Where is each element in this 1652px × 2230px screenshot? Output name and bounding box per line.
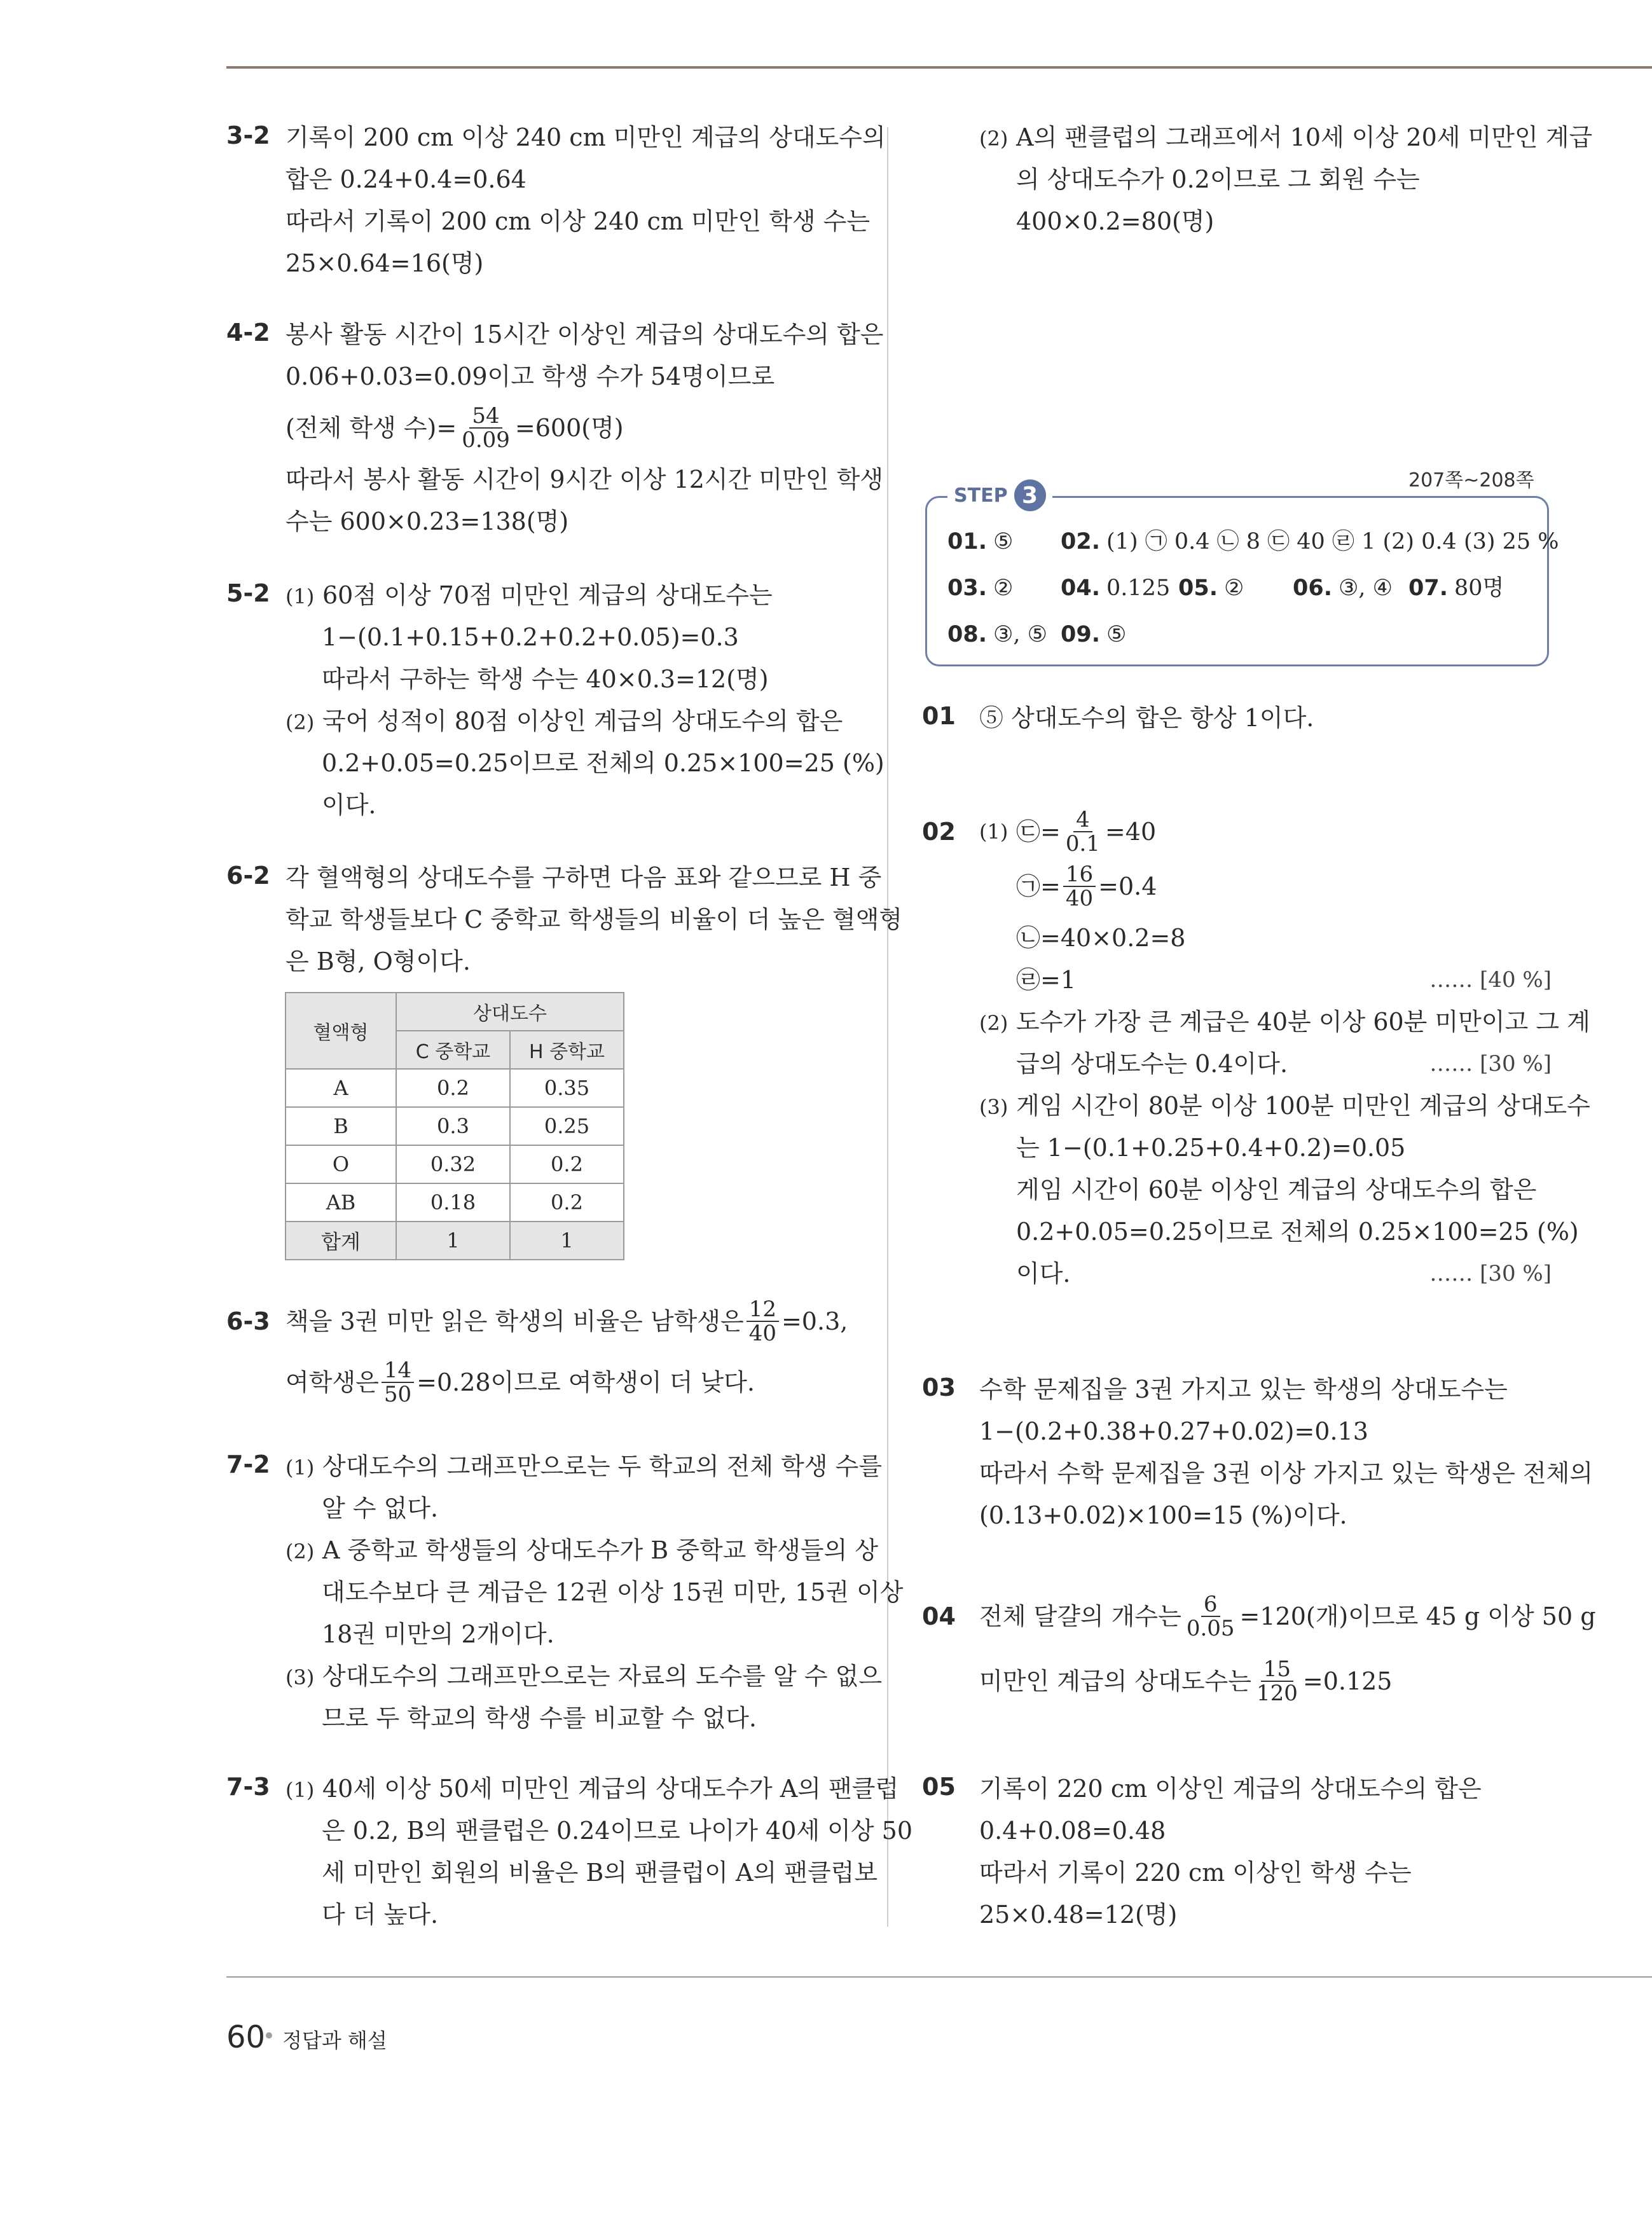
text-line	[922, 1085, 1590, 1127]
text-line: 수학 문제집을 3권 가지고 있는 학생의 상대도수는	[979, 1375, 1508, 1403]
fraction-line	[922, 1651, 1552, 1712]
text-line: 따라서 봉사 활동 시간이 9시간 이상 12시간 미만인 학생	[286, 465, 884, 493]
solution-6-3	[226, 1291, 862, 1413]
denominator: 50	[383, 1382, 412, 1407]
text-line: 대도수보다 큰 계급은 12권 이상 15권 미만, 15권 이상	[322, 1578, 904, 1606]
text-line	[226, 1768, 899, 1810]
score-tag: …… [40 %]	[1429, 967, 1552, 993]
text-line: 은 0.2, B의 팬클럽은 0.24이므로 나이가 40세 이상 50	[322, 1817, 913, 1845]
text-line: 0.2+0.05=0.25이므로 전체의 0.25×100=25 (%)	[322, 749, 885, 777]
text: ㉠=	[1016, 872, 1061, 900]
numerator: 16	[1063, 863, 1096, 887]
answer-value: 0.125	[1106, 575, 1171, 601]
answer-number: 01.	[947, 529, 988, 554]
header-relative-frequency: 상대도수	[396, 993, 624, 1031]
header-h-school: H 중학교	[510, 1031, 624, 1069]
denominator: 0.05	[1186, 1616, 1235, 1641]
question-number: 7-3	[226, 1773, 270, 1801]
text-line: ⑤ 상대도수의 합은 항상 1이다.	[979, 704, 1314, 732]
text-line	[922, 1253, 1552, 1295]
text: 60점 이상 70점 미만인 계급의 상대도수는	[322, 581, 773, 609]
solution-3-2	[226, 116, 886, 284]
text-line: 따라서 기록이 220 cm 이상인 학생 수는	[979, 1859, 1412, 1887]
text: =40	[1105, 818, 1157, 846]
score-tag: …… [30 %]	[1429, 1051, 1552, 1077]
cell-c: 0.18	[396, 1183, 510, 1222]
text: =0.3,	[781, 1307, 848, 1335]
answer-07	[1408, 569, 1504, 607]
answer-value: ③, ④	[1339, 575, 1393, 601]
sub-label: (2)	[286, 710, 315, 734]
answer-value: ③, ⑤	[993, 622, 1048, 647]
top-rule	[226, 66, 1652, 69]
answer-05	[1178, 569, 1244, 607]
text-line	[922, 1001, 1590, 1043]
text: 국어 성적이 80점 이상인 계급의 상대도수의 합은	[322, 707, 843, 735]
fraction-line	[226, 1291, 862, 1352]
question-number: 7-2	[226, 1450, 270, 1478]
text: 상대도수의 그래프만으로는 두 학교의 전체 학생 수를	[322, 1452, 883, 1480]
denominator: 40	[748, 1321, 776, 1346]
fraction-line	[922, 856, 1552, 917]
answer-08	[947, 616, 1047, 654]
table-row	[286, 1183, 624, 1222]
text: A 중학교 학생들의 상대도수가 B 중학교 학생들의 상	[322, 1536, 879, 1564]
answer-value: ⑤	[993, 529, 1014, 554]
text-line: ㉡=40×0.2=8	[1016, 924, 1186, 952]
text: 전체 달걀의 개수는	[979, 1602, 1181, 1630]
cell-type: AB	[286, 1183, 396, 1222]
solution-01	[922, 697, 1552, 739]
cell-c: 0.3	[396, 1107, 510, 1145]
solution-02	[922, 801, 1590, 1295]
table-row	[286, 1069, 624, 1107]
fraction	[1184, 1593, 1237, 1640]
solution-04	[922, 1586, 1596, 1712]
numerator: 15	[1261, 1658, 1293, 1682]
text-line: 다 더 높다.	[322, 1901, 439, 1929]
text-line: 1−(0.2+0.38+0.27+0.02)=0.13	[979, 1417, 1368, 1445]
text-line: 0.06+0.03=0.09이고 학생 수가 54명이므로	[286, 362, 775, 390]
answer-04	[1061, 569, 1170, 607]
question-number: 6-2	[226, 862, 270, 890]
text-line: 따라서 수학 문제집을 3권 이상 가지고 있는 학생은 전체의	[979, 1459, 1593, 1487]
sub-label: (3)	[979, 1095, 1008, 1119]
answer-number: 03.	[947, 575, 988, 601]
text-line	[226, 1445, 883, 1487]
question-number: 05	[922, 1773, 956, 1801]
answer-06	[1293, 569, 1393, 607]
page-range: 207쪽~208쪽	[1408, 469, 1534, 492]
text: =600(명)	[514, 414, 624, 442]
sub-label: (1)	[286, 584, 315, 609]
bullet-dot	[266, 2032, 272, 2039]
sub-label: (1)	[979, 820, 1008, 844]
text: ㉣=1	[1016, 966, 1077, 994]
score-tag: …… [30 %]	[1429, 1261, 1552, 1286]
answer-row-3	[0, 616, 1652, 654]
text-line: 학교 학생들보다 C 중학교 학생들의 비율이 더 높은 혈액형	[286, 905, 902, 933]
cell-h: 0.35	[510, 1069, 624, 1107]
text: 책을 3권 미만 읽은 학생의 비율은 남학생은	[286, 1307, 744, 1335]
blood-type-table	[285, 992, 624, 1260]
step-label	[947, 479, 1052, 511]
answer-value: ②	[1224, 575, 1244, 601]
text-line: 수는 600×0.23=138(명)	[286, 507, 569, 535]
step-text: STEP	[954, 484, 1008, 507]
text-line: 알 수 없다.	[322, 1494, 439, 1522]
text-line: (0.13+0.02)×100=15 (%)이다.	[979, 1501, 1347, 1529]
numerator: 4	[1073, 808, 1092, 832]
cell-h: 1	[510, 1222, 624, 1260]
denominator: 0.09	[462, 427, 510, 453]
sub-label: (2)	[286, 1539, 315, 1564]
answer-03	[947, 569, 1013, 607]
text-line: 게임 시간이 60분 이상인 계급의 상대도수의 합은	[1016, 1176, 1537, 1204]
solution-03	[922, 1368, 1593, 1536]
text-line: 0.4+0.08=0.48	[979, 1817, 1166, 1845]
cell-h: 0.2	[510, 1183, 624, 1222]
header-blood-type: 혈액형	[286, 993, 396, 1069]
text-line: 은 B형, O형이다.	[286, 947, 471, 975]
fraction	[1063, 808, 1103, 855]
text-line: 합은 0.24+0.4=0.64	[286, 165, 527, 193]
sub-label: (2)	[979, 127, 1008, 151]
text: 상대도수의 그래프만으로는 자료의 도수를 알 수 없으	[322, 1662, 883, 1690]
column-divider	[887, 127, 888, 1927]
text-line: 25×0.48=12(명)	[979, 1901, 1178, 1929]
numerator: 12	[747, 1298, 779, 1322]
step-number-badge: 3	[1014, 479, 1046, 511]
text-line	[922, 1043, 1552, 1085]
text-line	[922, 959, 1552, 1001]
denominator: 40	[1065, 886, 1094, 911]
sub-label: (3)	[286, 1665, 315, 1690]
answer-01	[947, 523, 1013, 561]
fraction-line	[922, 1586, 1596, 1647]
fraction	[1254, 1658, 1300, 1705]
denominator: 0.1	[1065, 831, 1100, 857]
text-line: 기록이 220 cm 이상인 계급의 상대도수의 합은	[979, 1775, 1482, 1803]
answer-02	[1061, 523, 1559, 561]
cell-h: 0.2	[510, 1145, 624, 1183]
denominator: 120	[1256, 1681, 1298, 1706]
table-row	[286, 1145, 624, 1183]
solution-5-2	[226, 574, 885, 826]
text-line: 400×0.2=80(명)	[1016, 207, 1215, 235]
cell-c: 0.32	[396, 1145, 510, 1183]
answer-number: 06.	[1293, 575, 1333, 601]
answer-number: 09.	[1061, 622, 1101, 647]
fraction	[459, 404, 513, 451]
numerator: 54	[469, 404, 502, 429]
text: 도수가 가장 큰 계급은 40분 이상 60분 미만이고 그 계	[1016, 1008, 1590, 1036]
text-line	[922, 116, 1593, 158]
text-line: 세 미만인 회원의 비율은 B의 팬클럽이 A의 팬클럽보	[322, 1859, 878, 1887]
question-number: 5-2	[226, 579, 270, 607]
text: =0.125	[1302, 1667, 1393, 1695]
text-line: 1−(0.1+0.15+0.2+0.2+0.05)=0.3	[322, 623, 739, 651]
answer-row-1	[0, 523, 1652, 561]
text-line: 이다.	[322, 791, 376, 819]
sub-label: (1)	[286, 1456, 315, 1480]
cell-total-label: 합계	[286, 1222, 396, 1260]
fraction	[382, 1359, 414, 1406]
answer-number: 05.	[1178, 575, 1218, 601]
text-line: 므로 두 학교의 학생 수를 비교할 수 없다.	[322, 1704, 757, 1732]
cell-type: A	[286, 1069, 396, 1107]
text-line: 따라서 기록이 200 cm 이상 240 cm 미만인 학생 수는	[286, 207, 871, 235]
solution-7-3-part2	[922, 116, 1593, 242]
solution-05	[922, 1768, 1552, 1936]
fraction-line	[226, 397, 862, 458]
cell-c: 0.2	[396, 1069, 510, 1107]
table-total-row	[286, 1222, 624, 1260]
text-line: 봉사 활동 시간이 15시간 이상인 계급의 상대도수의 합은	[286, 320, 884, 348]
fraction	[1063, 863, 1096, 910]
cell-h: 0.25	[510, 1107, 624, 1145]
text: 여학생은	[286, 1368, 379, 1396]
answer-09	[1061, 616, 1126, 654]
text: ㉢=	[1016, 818, 1061, 846]
answer-value: ⑤	[1106, 622, 1127, 647]
text: 미만인 계급의 상대도수는	[979, 1667, 1251, 1695]
text-line: 25×0.64=16(명)	[286, 249, 484, 277]
text: 이다.	[1016, 1260, 1071, 1288]
text: (전체 학생 수)=	[286, 414, 457, 442]
sub-label: (1)	[286, 1778, 315, 1802]
fraction	[747, 1298, 779, 1345]
answer-number: 07.	[1408, 575, 1449, 601]
text-line: 의 상대도수가 0.2이므로 그 회원 수는	[1016, 165, 1420, 193]
answer-row-2	[0, 569, 1652, 607]
text-line	[226, 1655, 883, 1697]
footer-title: 정답과 해설	[282, 2028, 387, 2053]
numerator: 6	[1201, 1593, 1220, 1617]
text-line: 18권 미만의 2개이다.	[322, 1620, 554, 1648]
solution-4-2	[226, 313, 884, 542]
text-line: 0.2+0.05=0.25이므로 전체의 0.25×100=25 (%)	[1016, 1218, 1579, 1246]
cell-type: O	[286, 1145, 396, 1183]
text: =120(개)이므로 45 g 이상 50 g	[1239, 1602, 1596, 1630]
fraction-line	[922, 801, 1552, 862]
answer-value: (1) ㉠ 0.4 ㉡ 8 ㉢ 40 ㉣ 1 (2) 0.4 (3) 25 %	[1106, 529, 1559, 554]
sub-label: (2)	[979, 1011, 1008, 1035]
text-line: 기록이 200 cm 이상 240 cm 미만인 계급의 상대도수의	[286, 123, 886, 151]
text: 40세 이상 50세 미만인 계급의 상대도수가 A의 팬클럽	[322, 1775, 899, 1803]
text-line	[226, 1529, 879, 1571]
fraction-line	[226, 1352, 862, 1413]
text: =0.28이므로 여학생이 더 낮다.	[416, 1368, 755, 1396]
text: 급의 상대도수는 0.4이다.	[1016, 1050, 1288, 1078]
question-number: 6-3	[226, 1307, 270, 1335]
header-c-school: C 중학교	[396, 1031, 510, 1069]
question-number: 02	[922, 818, 956, 846]
page-number: 60	[226, 2020, 266, 2055]
answer-value: ②	[993, 575, 1014, 601]
question-number: 03	[922, 1373, 956, 1401]
text-line: 각 혈액형의 상대도수를 구하면 다음 표와 같으므로 H 중	[286, 864, 882, 891]
text-line: 는 1−(0.1+0.25+0.4+0.2)=0.05	[1016, 1134, 1406, 1162]
text-line	[226, 700, 862, 742]
answer-number: 08.	[947, 622, 988, 647]
numerator: 14	[382, 1359, 414, 1383]
text: 게임 시간이 80분 이상 100분 미만인 계급의 상대도수	[1016, 1092, 1590, 1120]
table-row	[286, 1107, 624, 1145]
question-number: 01	[922, 702, 956, 730]
solution-7-3	[226, 1768, 913, 1936]
solution-7-2	[226, 1445, 904, 1739]
text-line: 따라서 구하는 학생 수는 40×0.3=12(명)	[322, 665, 769, 693]
question-number: 3-2	[226, 121, 270, 149]
solution-6-2	[226, 857, 902, 982]
text: =0.4	[1098, 872, 1157, 900]
question-number: 04	[922, 1602, 956, 1630]
cell-c: 1	[396, 1222, 510, 1260]
answer-number: 02.	[1061, 529, 1101, 554]
question-number: 4-2	[226, 319, 270, 347]
answer-number: 04.	[1061, 575, 1101, 601]
bottom-rule	[226, 1976, 1652, 1978]
answer-value: 80명	[1454, 575, 1504, 601]
cell-type: B	[286, 1107, 396, 1145]
text: A의 팬클럽의 그래프에서 10세 이상 20세 미만인 계급	[1016, 123, 1593, 151]
